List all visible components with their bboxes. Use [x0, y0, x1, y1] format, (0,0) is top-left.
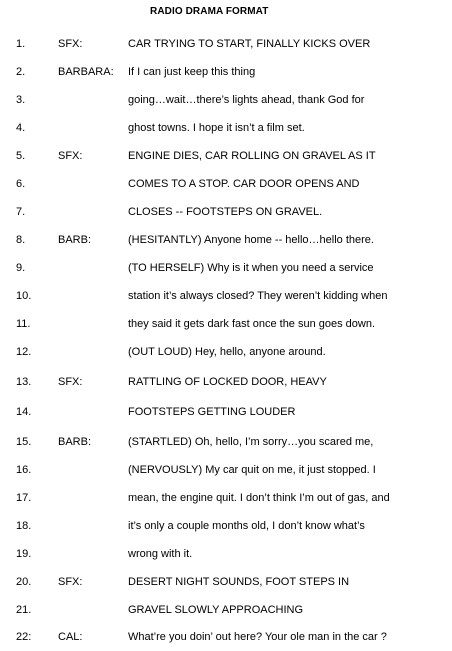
script-line	[0, 490, 452, 506]
line-number: 21.	[16, 604, 32, 616]
script-line	[0, 316, 452, 332]
line-text: COMES TO A STOP. CAR DOOR OPENS AND	[128, 178, 360, 190]
line-number: 3.	[16, 94, 26, 106]
line-number: 14.	[16, 406, 32, 418]
script-line	[0, 36, 452, 52]
script-line	[0, 120, 452, 136]
line-text: (OUT LOUD) Hey, hello, anyone around.	[128, 346, 326, 358]
speaker: SFX:	[58, 576, 83, 588]
line-text: (STARTLED) Oh, hello, I’m sorry…you scared me,	[128, 436, 374, 448]
line-number: 22:	[16, 631, 32, 643]
line-text: it’s only a couple months old, I don’t know what’s	[128, 520, 365, 532]
line-number: 4.	[16, 122, 26, 134]
speaker: BARB:	[58, 234, 92, 246]
script-line	[0, 232, 452, 248]
line-text: What’re you doin’ out here? Your ole man in the car ?	[128, 631, 387, 643]
script-line	[0, 176, 452, 192]
line-text: ENGINE DIES, CAR ROLLING ON GRAVEL AS IT	[128, 150, 376, 162]
speaker: BARB:	[58, 436, 92, 448]
line-number: 2.	[16, 66, 26, 78]
line-number: 16.	[16, 464, 32, 476]
line-text: DESERT NIGHT SOUNDS, FOOT STEPS IN	[128, 576, 350, 588]
line-number: 13.	[16, 376, 32, 388]
speaker: BARBARA:	[58, 66, 114, 78]
script-line	[0, 374, 452, 390]
line-number: 9.	[16, 262, 26, 274]
line-number: 15.	[16, 436, 32, 448]
line-text: they said it gets dark fast once the sun goes down.	[128, 318, 376, 330]
line-text: (TO HERSELF) Why is it when you need a service	[128, 262, 374, 274]
line-number: 10.	[16, 290, 32, 302]
script-line	[0, 462, 452, 478]
line-text: If I can just keep this thing	[128, 66, 256, 78]
line-text: CLOSES -- FOOTSTEPS ON GRAVEL.	[128, 206, 323, 218]
line-number: 7.	[16, 206, 26, 218]
line-number: 19.	[16, 548, 32, 560]
speaker: CAL:	[58, 631, 83, 643]
script-line	[0, 602, 452, 618]
script-line	[0, 546, 452, 562]
line-text: RATTLING OF LOCKED DOOR, HEAVY	[128, 376, 327, 388]
line-number: 18.	[16, 520, 32, 532]
script-line	[0, 629, 452, 645]
script-line	[0, 64, 452, 80]
line-text: (NERVOUSLY) My car quit on me, it just stopped. I	[128, 464, 376, 476]
line-text: going…wait…there’s lights ahead, thank God for	[128, 94, 365, 106]
script-line	[0, 92, 452, 108]
line-text: wrong with it.	[128, 548, 193, 560]
script-line	[0, 518, 452, 534]
line-text: station it’s always closed? They weren’t kidding when	[128, 290, 388, 302]
line-number: 8.	[16, 234, 26, 246]
line-number: 12.	[16, 346, 32, 358]
line-number: 5.	[16, 150, 26, 162]
script-line	[0, 434, 452, 450]
script-line	[0, 344, 452, 360]
line-number: 11.	[16, 318, 31, 330]
line-text: mean, the engine quit. I don’t think I’m out of gas, and	[128, 492, 390, 504]
script-line	[0, 288, 452, 304]
line-text: ghost towns. I hope it isn’t a film set.	[128, 122, 305, 134]
script-line	[0, 260, 452, 276]
line-number: 6.	[16, 178, 26, 190]
script-line	[0, 148, 452, 164]
line-number: 17.	[16, 492, 32, 504]
script-line	[0, 404, 452, 420]
line-number: 1.	[16, 38, 26, 50]
speaker: SFX:	[58, 376, 83, 388]
page-title: RADIO DRAMA FORMAT	[150, 6, 269, 17]
speaker: SFX:	[58, 38, 83, 50]
line-text: GRAVEL SLOWLY APPROACHING	[128, 604, 304, 616]
line-text: FOOTSTEPS GETTING LOUDER	[128, 406, 296, 418]
line-number: 20.	[16, 576, 32, 588]
script-line	[0, 204, 452, 220]
line-text: (HESITANTLY) Anyone home -- hello…hello there.	[128, 234, 374, 246]
script-line	[0, 574, 452, 590]
line-text: CAR TRYING TO START, FINALLY KICKS OVER	[128, 38, 371, 50]
speaker: SFX:	[58, 150, 83, 162]
